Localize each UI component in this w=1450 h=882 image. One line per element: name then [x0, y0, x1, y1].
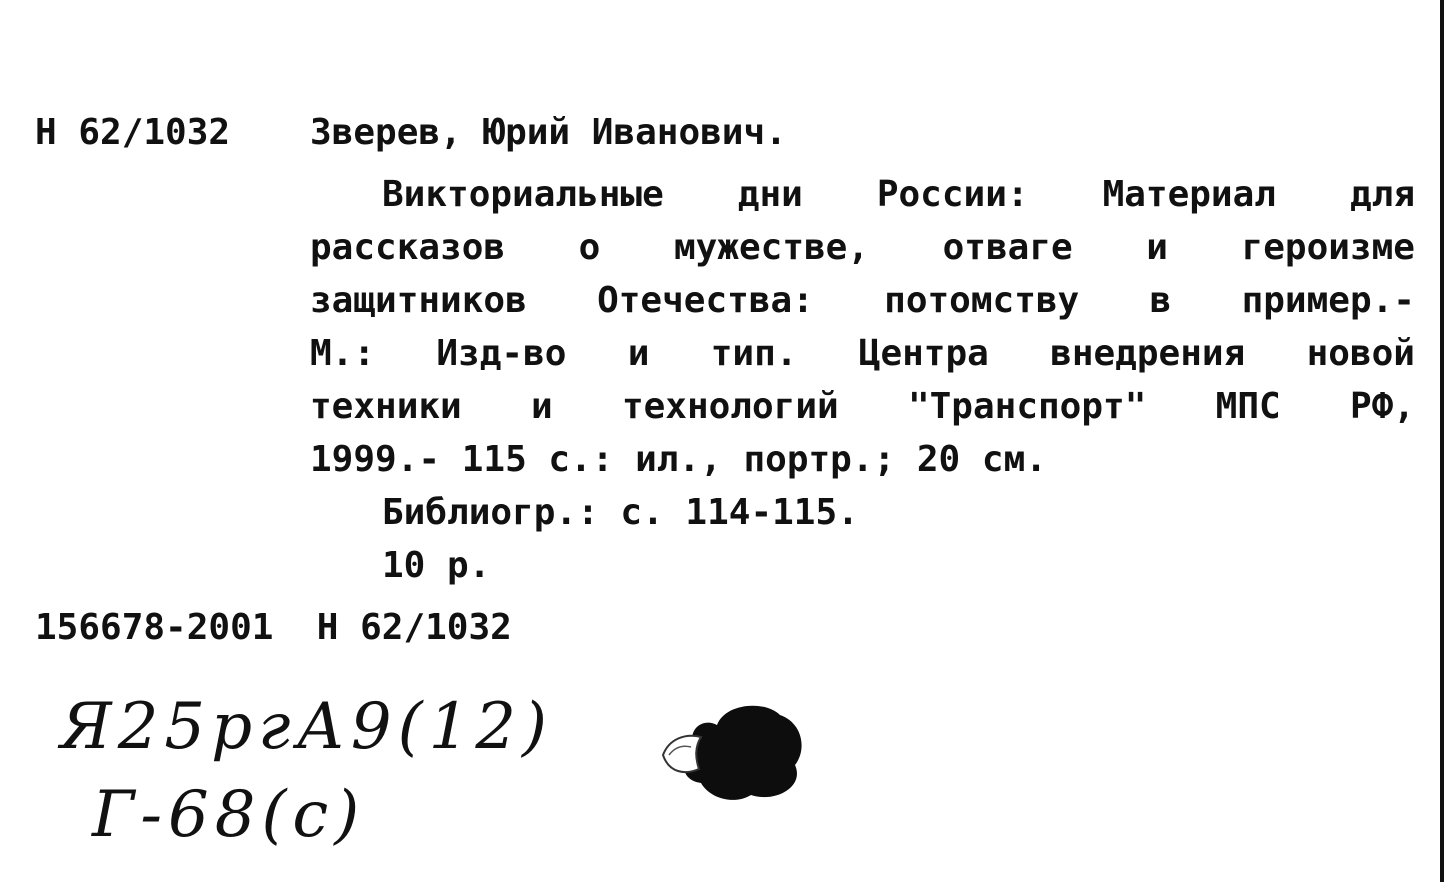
inventory-number: 156678-2001 Н 62/1032	[35, 607, 512, 648]
word: РФ,	[1349, 386, 1415, 427]
word: героизме	[1241, 227, 1415, 268]
word: МПС	[1215, 386, 1281, 427]
word: техники	[310, 386, 462, 427]
word: "Транспорт"	[907, 386, 1147, 427]
word: дни	[737, 174, 803, 215]
author-heading: Зверев, Юрий Иванович.	[310, 112, 787, 153]
bibliographic-description	[310, 168, 1415, 592]
physical-description: 1999.- 115 с.: ил., портр.; 20 см.	[310, 439, 1047, 480]
word: и	[1146, 227, 1168, 268]
word: и	[530, 386, 553, 427]
price: 10 р.	[382, 545, 491, 586]
word: Викториальные	[382, 174, 664, 215]
description-line-5	[310, 380, 1415, 433]
description-line-3	[310, 274, 1415, 327]
word: защитников	[310, 280, 527, 321]
description-line-4	[310, 327, 1415, 380]
shelf-mark: Н 62/1032	[35, 112, 231, 153]
word: Отечества:	[597, 280, 814, 321]
word: России:	[876, 174, 1029, 215]
word: рассказов	[310, 227, 506, 268]
word: Материал	[1102, 174, 1276, 215]
word: о	[578, 227, 601, 268]
word: потомству	[884, 280, 1080, 321]
word: М.:	[310, 333, 376, 374]
word: и	[627, 333, 650, 374]
word: новой	[1306, 333, 1415, 374]
ink-blot-stamp	[655, 695, 815, 805]
bibliography-note: Библиогр.: с. 114-115.	[382, 492, 859, 533]
word: для	[1349, 174, 1415, 215]
word: тип.	[710, 333, 798, 374]
card-edge-line	[1440, 0, 1444, 882]
word: Изд-во	[436, 333, 567, 374]
handwritten-classification: Я25ргА9(12)	[60, 690, 553, 764]
word: Центра	[858, 333, 989, 374]
word: отваге	[942, 227, 1073, 268]
handwritten-cutter-number: Г-68(с)	[92, 778, 366, 852]
word: технологий	[621, 386, 839, 427]
word: в	[1149, 280, 1172, 321]
word: внедрения	[1050, 333, 1246, 374]
word: пример.-	[1241, 280, 1415, 321]
description-line-1	[310, 168, 1415, 221]
description-line-2	[310, 221, 1415, 274]
word: мужестве,	[673, 227, 870, 268]
description-line-6	[310, 433, 1415, 486]
